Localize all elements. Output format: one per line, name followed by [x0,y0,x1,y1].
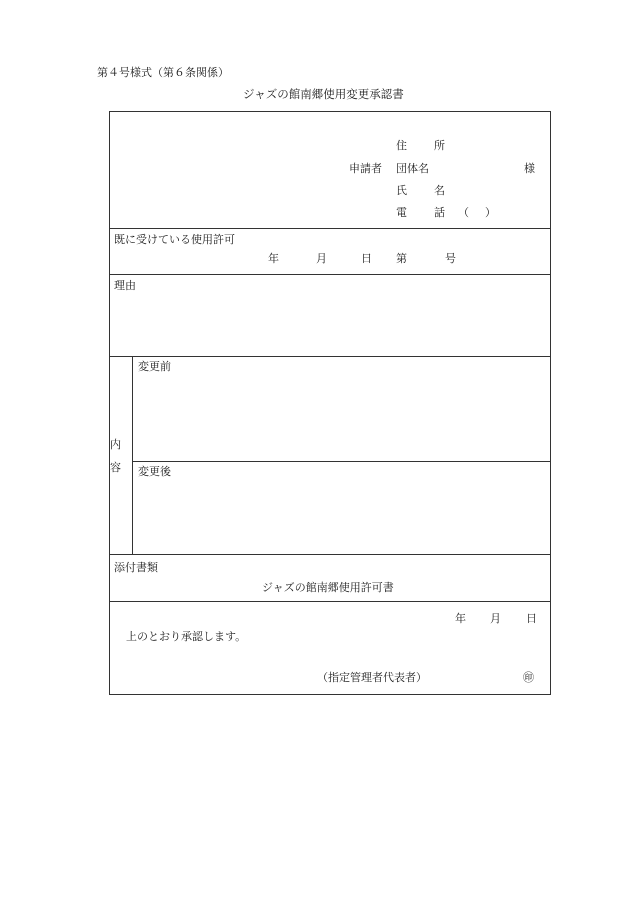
reason-label: 理由 [114,279,136,292]
signer-label: （指定管理者代表者） [317,671,427,684]
attached-document: ジャズの館南郷使用許可書 [262,581,394,594]
divider-applicant [109,228,551,229]
permit-day: 日 [361,252,372,265]
divider-content [109,554,551,555]
permit-month: 月 [316,252,327,265]
divider-permit [109,274,551,275]
permit-number-suffix: 号 [445,252,456,265]
content-label-1: 内 [110,438,121,451]
content-label-2: 容 [110,461,121,474]
permit-number-prefix: 第 [396,252,407,265]
name-label: 氏 名 [396,184,453,197]
page-title: ジャズの館南郷使用変更承認書 [243,87,404,101]
form-number: 第４号様式（第６条関係） [97,66,229,79]
approval-month: 月 [490,612,501,625]
phone-paren-open: （ [458,206,469,219]
before-change-label: 変更前 [138,360,171,373]
applicant-label: 申請者 [349,162,382,175]
address-label: 住 所 [396,139,453,152]
honorific: 様 [524,162,535,175]
group-name-label: 団体名 [396,162,429,175]
divider-attachments [109,601,551,602]
approval-day: 日 [526,612,537,625]
permit-label: 既に受けている使用許可 [114,233,235,246]
phone-label: 電 話 [396,206,453,219]
divider-before-after [132,461,551,462]
phone-paren-close: ） [485,206,496,219]
divider-reason [109,356,551,357]
approval-form [109,111,551,695]
attachments-label: 添付書類 [114,561,158,574]
approval-year: 年 [455,612,466,625]
seal-mark: ㊞ [523,671,534,684]
divider-content-side [132,356,133,554]
approval-statement: 上のとおり承認します。 [126,630,247,643]
permit-year: 年 [268,252,279,265]
after-change-label: 変更後 [138,465,171,478]
